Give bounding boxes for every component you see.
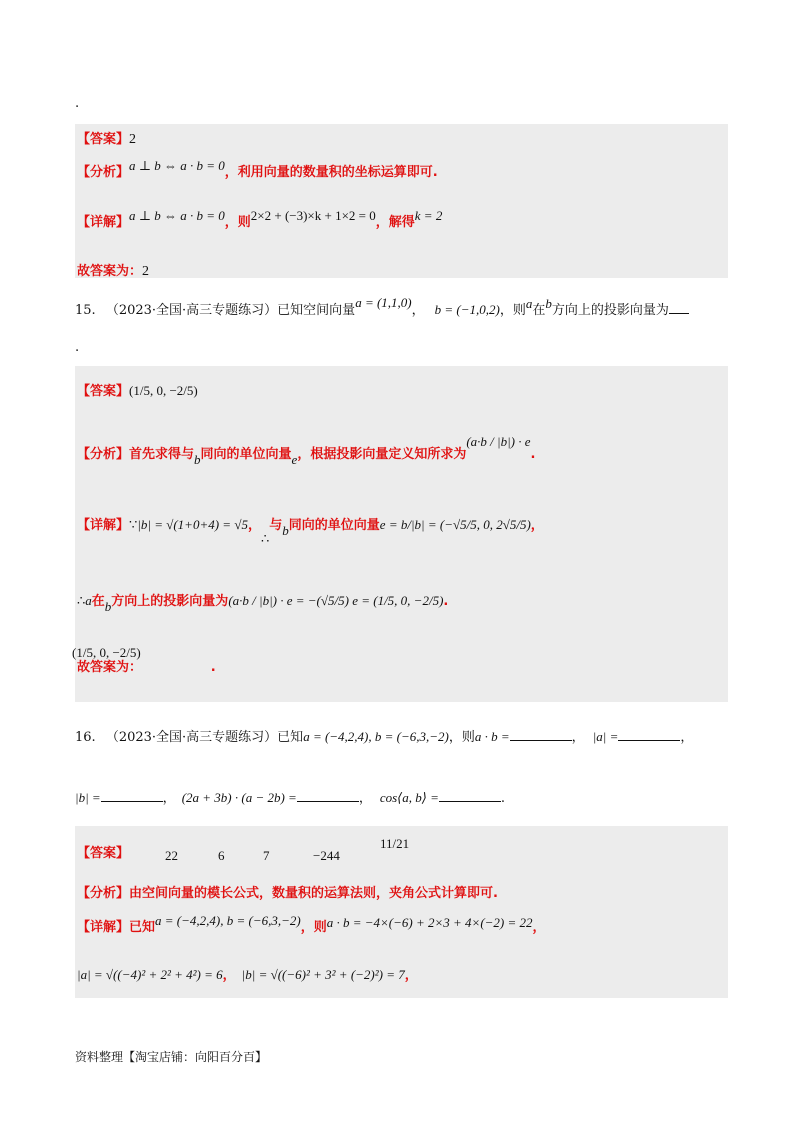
blank-dot-product	[510, 728, 572, 741]
var-a: a	[85, 593, 92, 608]
detail-line-16b	[77, 964, 418, 983]
projection-result: (a·b / |b|) · e = −(√5/5) e = (1/5, 0, −2/5)	[228, 593, 444, 608]
question-number: 16.	[75, 730, 96, 745]
question-16-line2	[75, 787, 505, 806]
detail-math-3: k = 2	[414, 208, 443, 223]
answer-blank	[669, 301, 689, 314]
final-line-15	[72, 645, 216, 675]
analysis-end: .	[530, 447, 536, 462]
answer-3: 7	[263, 848, 270, 863]
comma: ，	[411, 303, 425, 318]
end-dot: .	[500, 791, 505, 806]
detail-label: 【详解】	[77, 518, 130, 533]
var-b: b	[104, 599, 112, 614]
therefore-symbol: ∴	[260, 531, 270, 546]
vector-a: a = (1,1,0)	[355, 295, 412, 310]
line-end: ，	[404, 968, 418, 983]
answer-math: (1/5, 0, −2/5)	[129, 383, 198, 398]
question-source: （2023·全国·高三专题练习）已知	[105, 730, 304, 745]
unit-vector-text: 同向的单位向量	[288, 518, 380, 533]
line-end: .	[443, 594, 449, 609]
var-b: b	[194, 452, 201, 467]
then-text: ，则	[448, 730, 475, 745]
question-tail: 方向上的投影向量为	[551, 303, 669, 318]
question-15	[75, 295, 689, 318]
answer-box-15	[75, 366, 728, 702]
analysis-text-3: ，根据投影向量定义知所求为	[297, 447, 467, 462]
analysis-label: 【分析】	[77, 165, 130, 180]
question-number: 15.	[75, 303, 96, 318]
analysis-text: ，利用向量的数量积的坐标运算即可.	[224, 165, 438, 180]
projection-text: 方向上的投影向量为	[111, 594, 229, 609]
line-end: ，	[532, 920, 546, 935]
detail-label: 【详解】	[77, 920, 130, 935]
on-text: 在	[532, 303, 546, 318]
separator: ，	[162, 791, 176, 806]
detail-label: 【详解】	[77, 215, 130, 230]
question-source: （2023·全国·高三专题练习）已知空间向量	[105, 303, 356, 318]
analysis-text-2: 同向的单位向量	[200, 447, 292, 462]
final-label: 故答案为：	[77, 660, 143, 675]
dot-product-calc: a · b = −4×(−6) + 2×3 + 4×(−2) = 22	[326, 915, 533, 930]
analysis-line-14	[77, 158, 438, 180]
analysis-line-16	[77, 882, 498, 901]
answer-2: 6	[218, 848, 225, 863]
norm-b-label: |b| =	[75, 790, 101, 805]
footer-text: 资料整理【淘宝店铺：向阳百分百】	[75, 1050, 268, 1064]
analysis-text-1: 首先求得与	[129, 447, 195, 462]
analysis-label: 【分析】	[77, 886, 130, 901]
detail-math-2: 2×2 + (−3)×k + 1×2 = 0	[250, 208, 376, 223]
question-15-dot: .	[75, 340, 80, 355]
because-symbol: ∵	[129, 517, 138, 532]
blank-cosine	[439, 789, 501, 802]
separator: ，	[680, 730, 694, 745]
question-16	[75, 726, 693, 745]
unit-vector-expr: e = b/|b| = (−√5/5, 0, 2√5/5)	[379, 517, 531, 532]
norm-b-calc: |b| = √((−6)² + 3² + (−2)²) = 7	[241, 967, 405, 982]
norm-a-calc: |a| = √((−4)² + 2² + 4²) = 6	[77, 967, 223, 982]
vector-b: b = (−1,0,2)	[434, 302, 500, 317]
analysis-math: a ⊥ b ⇔ a · b = 0	[129, 158, 225, 173]
known-text: 已知	[129, 920, 156, 935]
on-text: 在	[91, 594, 105, 609]
answer-label: 【答案】	[77, 384, 130, 399]
blank-expression	[297, 789, 359, 802]
final-math: (1/5, 0, −2/5)	[72, 645, 141, 660]
answer-line-14	[77, 128, 136, 148]
answer-5: 11/21	[380, 836, 410, 851]
vectors: a = (−4,2,4), b = (−6,3,−2)	[155, 913, 301, 928]
with-text: 与	[269, 518, 283, 533]
vectors: a = (−4,2,4), b = (−6,3,−2)	[303, 729, 449, 744]
detail-line-16a	[77, 913, 546, 935]
detail-line-15a	[77, 514, 544, 546]
detail-line-14	[77, 208, 443, 230]
expression-label: (2a + 3b) · (a − 2b) =	[181, 790, 297, 805]
line-end: ，	[530, 518, 544, 533]
analysis-text: 由空间向量的模长公式，数量积的运算法则，夹角公式计算即可.	[129, 886, 498, 901]
projection-expression: (a·b / |b|) · e	[466, 434, 531, 449]
detail-solve: ，解得	[375, 215, 415, 230]
then-text: ，则	[499, 303, 526, 318]
final-label: 故答案为：	[77, 264, 143, 279]
answer-label: 【答案】	[77, 846, 130, 861]
var-e: e	[291, 452, 298, 467]
cosine-label: cos⟨a, b⟩ =	[379, 790, 439, 805]
answer-box-14	[75, 124, 728, 278]
blank-norm-b	[101, 789, 163, 802]
answer-value: 2	[129, 132, 137, 147]
analysis-line-15	[77, 434, 536, 467]
norm-b: |b| = √(1+0+4) = √5	[137, 517, 248, 532]
separator: ，	[358, 791, 372, 806]
separator: ，	[571, 730, 585, 745]
final-value: 2	[142, 264, 150, 279]
comma: ，	[247, 518, 261, 533]
therefore-symbol: ∴	[77, 593, 86, 608]
var-a: a	[525, 296, 533, 311]
final-line-14	[77, 260, 149, 280]
leading-dot: .	[75, 96, 80, 111]
norm-a-label: |a| =	[592, 729, 619, 744]
detail-math-1: a ⊥ b ⇔ a · b = 0	[129, 208, 225, 223]
answer-4: −244	[313, 848, 340, 863]
answer-line-16	[77, 842, 129, 861]
detail-then: ，则	[224, 215, 251, 230]
final-end: .	[210, 660, 216, 675]
var-b: b	[282, 523, 289, 538]
dot-product-label: a · b =	[474, 729, 510, 744]
analysis-label: 【分析】	[77, 447, 130, 462]
var-b: b	[545, 296, 552, 311]
answer-line-15	[77, 380, 198, 399]
answer-1: 22	[165, 848, 178, 863]
separator: ，	[222, 968, 236, 983]
detail-line-15b	[77, 590, 449, 614]
answer-label: 【答案】	[77, 132, 130, 147]
blank-norm-a	[618, 728, 680, 741]
then-text: ，则	[300, 920, 327, 935]
